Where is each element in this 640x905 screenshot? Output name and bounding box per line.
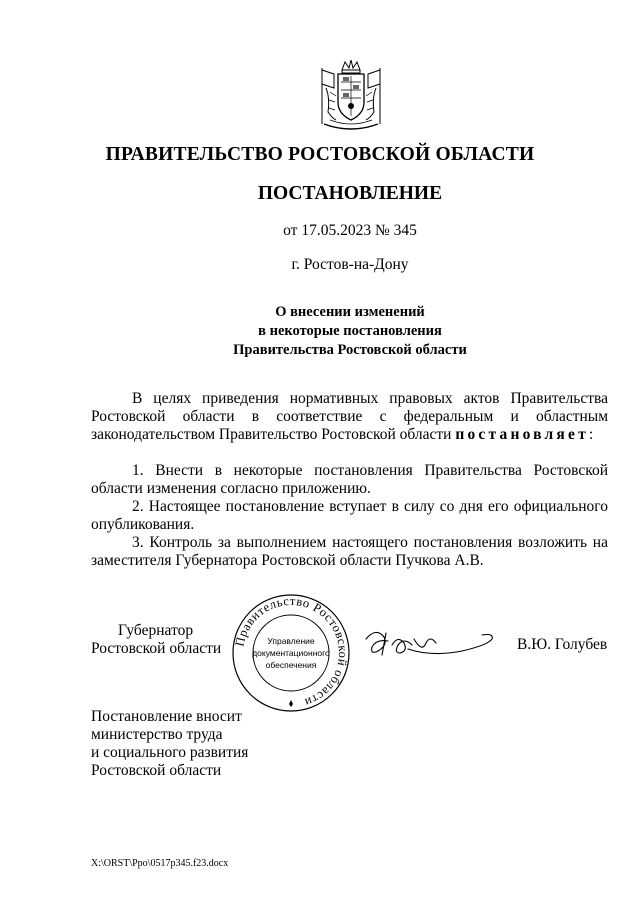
file-path: X:\ORST\Ppo\0517p345.f23.docx bbox=[91, 858, 229, 869]
official-seal-icon bbox=[230, 592, 352, 714]
date-number: от 17.05.2023 № 345 bbox=[283, 222, 417, 239]
submitter-block bbox=[91, 708, 248, 780]
document-subject bbox=[0, 303, 640, 360]
decree-word: постановляет bbox=[455, 426, 589, 443]
position-line: Губернатор bbox=[118, 622, 194, 639]
organization-title: ПРАВИТЕЛЬСТВО РОСТОВСКОЙ ОБЛАСТИ bbox=[105, 144, 535, 165]
seal-center-line: Управление bbox=[267, 636, 315, 646]
preamble bbox=[91, 390, 608, 444]
decree-item: 2. Настоящее постановление вступает в силу со дня его официального опубликования. bbox=[91, 498, 608, 533]
document-type-title: ПОСТАНОВЛЕНИЕ bbox=[257, 183, 443, 204]
coat-of-arms-icon bbox=[316, 58, 386, 134]
signatory-position bbox=[91, 622, 221, 658]
subject-line: О внесении изменений bbox=[275, 304, 425, 320]
submitter-line: Постановление вносит bbox=[91, 708, 242, 725]
seal-center-line: документационного bbox=[252, 648, 330, 658]
seal-center-line: обеспечения bbox=[265, 660, 317, 670]
submitter-line: Ростовской области bbox=[91, 762, 222, 779]
decree-items bbox=[91, 462, 608, 570]
subject-line: в некоторые постановления bbox=[258, 323, 442, 339]
preamble-colon: : bbox=[588, 426, 594, 443]
position-line: Ростовской области bbox=[91, 640, 222, 657]
preamble-paragraph bbox=[91, 390, 608, 444]
city: г. Ростов-на-Дону bbox=[291, 256, 409, 273]
decree-item: 1. Внести в некоторые постановления Правительства Ростовской области изменения согласно приложению. bbox=[91, 462, 608, 497]
handwritten-signature-icon bbox=[362, 625, 497, 665]
subject-line: Правительства Ростовской области bbox=[233, 342, 467, 358]
seal-ring-text: Правительство Ростовской области bbox=[232, 593, 351, 710]
signatory-name: В.Ю. Голубев bbox=[517, 636, 608, 653]
decree-item: 3. Контроль за выполнением настоящего постановления возложить на заместителя Губернатора Ростовской области Пучкова А.В. bbox=[91, 534, 608, 569]
preamble-text: В целях приведения нормативных правовых актов Правительства Ростовской области в соответствие с федеральным и областным законодательством Правительство Ростовской области bbox=[91, 390, 608, 443]
submitter-line: министерство труда bbox=[91, 726, 223, 743]
submitter-line: и социального развития bbox=[91, 744, 249, 761]
